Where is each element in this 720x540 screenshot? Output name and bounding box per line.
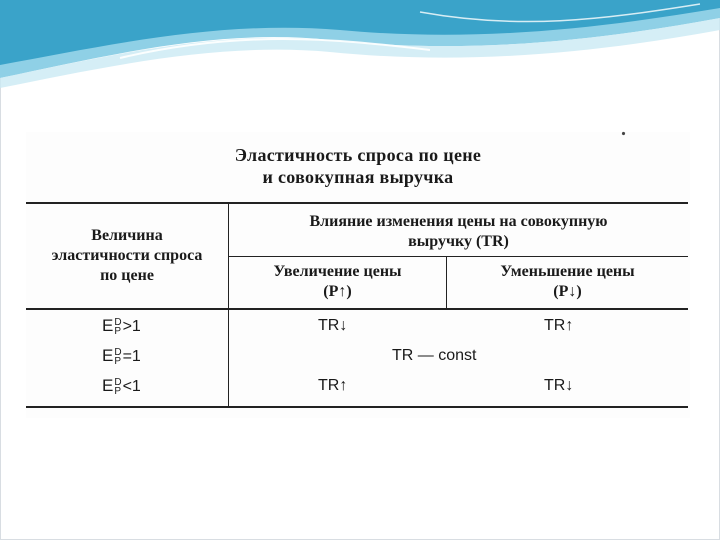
row3-increase-effect: TR↑ [318, 377, 348, 394]
row1-elasticity: E D P >1 [102, 316, 141, 337]
header-elasticity-line2: эластичности спроса [51, 247, 203, 264]
rule-top [26, 202, 688, 204]
table-title [26, 144, 690, 188]
scan-speck [622, 132, 626, 136]
header-elasticity-line3: по цене [100, 267, 154, 284]
subheader-price-decrease-line2: (P↓) [553, 283, 582, 300]
subheader-price-increase-line1: Увеличение цены [273, 263, 402, 280]
subheader-price-increase [229, 262, 446, 302]
subheader-price-decrease [447, 262, 688, 302]
row2-merged-effect: TR — const [392, 347, 477, 364]
subheader-price-increase-line2: (P↑) [323, 283, 352, 300]
row3-elasticity: E D P <1 [102, 376, 141, 397]
table-title-line1: Эластичность спроса по цене [234, 145, 482, 165]
rule-header-bottom [26, 308, 688, 310]
decorative-wave [0, 0, 720, 110]
row1-increase-effect: TR↓ [318, 317, 348, 334]
header-price-impact-line1: Влияние изменения цены на совокупную [309, 213, 608, 230]
rule-bottom [26, 406, 688, 408]
header-elasticity [26, 226, 228, 286]
row1-decrease-effect: TR↑ [544, 317, 574, 334]
header-price-impact [229, 212, 688, 252]
rule-subheader [228, 256, 688, 257]
table-title-line2: и совокупная выручка [262, 167, 454, 187]
subheader-price-decrease-line1: Уменьшение цены [500, 263, 635, 280]
row2-elasticity: E D P =1 [102, 346, 141, 367]
header-elasticity-line1: Величина [91, 227, 163, 244]
header-price-impact-line2: выручку (TR) [408, 233, 509, 250]
elasticity-table-image [26, 132, 690, 418]
row3-decrease-effect: TR↓ [544, 377, 574, 394]
